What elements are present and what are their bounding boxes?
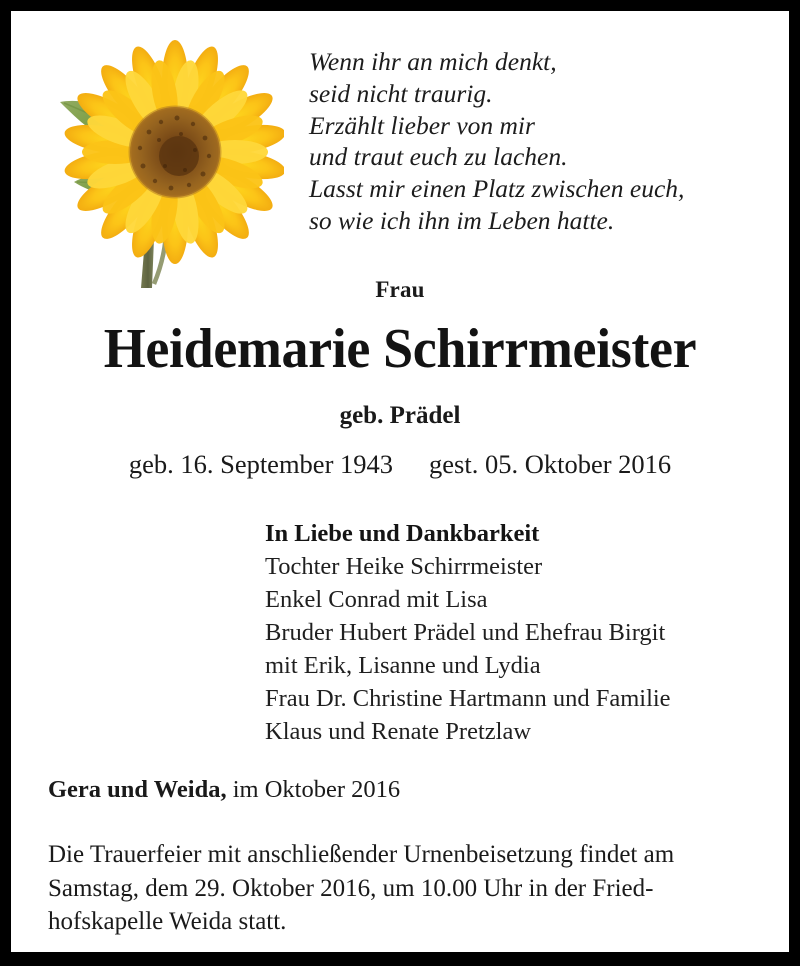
place-and-date-line (48, 776, 400, 804)
birth-date: geb. 16. September 1943 (128, 449, 394, 479)
memorial-poem (309, 46, 769, 237)
mourner-line: Bruder Hubert Prädel und Ehefrau Birgit (265, 619, 666, 646)
poem-line: seid nicht traurig. (309, 78, 493, 108)
poem-line: Lasst mir einen Platz zwischen euch, (309, 174, 685, 204)
mourners-list (265, 517, 765, 748)
ceremony-line: hofskapelle Weida statt. (48, 908, 287, 935)
mourner-line: mit Erik, Lisanne und Lydia (265, 652, 541, 679)
place-name: Gera und Weida, (48, 776, 227, 803)
poem-line: Erzählt lieber von mir (309, 110, 535, 140)
maiden-name: geb. Prädel (339, 402, 461, 429)
ceremony-details (48, 838, 758, 939)
death-date: gest. 05. Oktober 2016 (429, 449, 672, 479)
mourner-line: Tochter Heike Schirrmeister (265, 553, 543, 580)
poem-line: und traut euch zu lachen. (309, 142, 568, 172)
mourner-line: Klaus und Renate Pretzlaw (265, 718, 532, 745)
sunflower-icon (44, 30, 284, 292)
salutation: Frau (375, 277, 425, 302)
notice-month: im Oktober 2016 (226, 776, 401, 803)
poem-line: so wie ich ihn im Leben hatte. (309, 205, 615, 235)
ceremony-line: Samstag, dem 29. Oktober 2016, um 10.00 Uhr in der Fried- (48, 874, 654, 902)
mourner-line: Enkel Conrad mit Lisa (265, 586, 488, 613)
ceremony-line: Die Trauerfeier mit anschließender Urnenbeisetzung findet am (48, 841, 675, 868)
life-dates (11, 449, 789, 480)
mourners-heading: In Liebe und Dankbarkeit (265, 520, 540, 547)
deceased-name: Heidemarie Schirrmeister (103, 318, 697, 380)
obituary-content-area (11, 11, 789, 952)
poem-line: Wenn ihr an mich denkt, (309, 47, 557, 76)
mourner-line: Frau Dr. Christine Hartmann und Familie (265, 685, 671, 712)
